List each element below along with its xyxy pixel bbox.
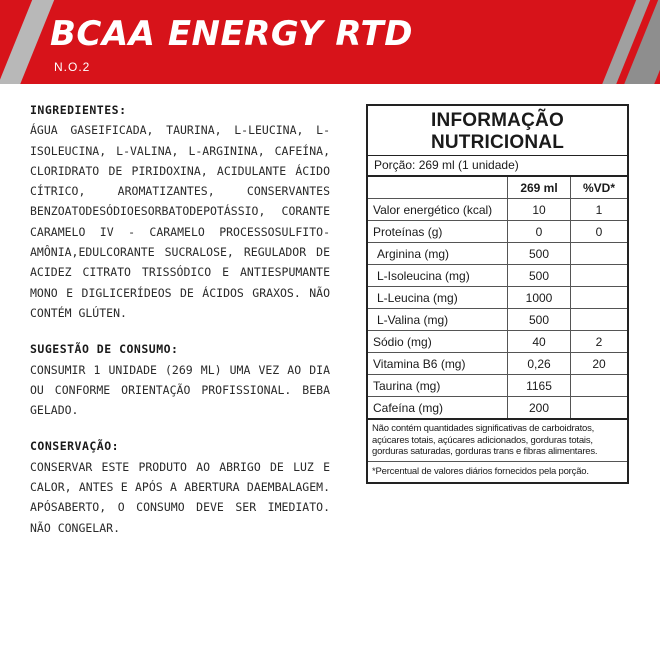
amount-column-header: 269 ml xyxy=(508,177,571,199)
nutrient-name: Arginina (mg) xyxy=(368,243,508,265)
nutrient-name: Cafeína (mg) xyxy=(368,397,508,419)
nutrient-amount: 500 xyxy=(508,243,571,265)
ingredients-section xyxy=(30,100,330,323)
nutrition-grid xyxy=(368,177,627,418)
nutrient-vd xyxy=(571,375,628,397)
conservation-section xyxy=(30,436,330,537)
table-row xyxy=(368,243,627,265)
header-empty-cell xyxy=(368,177,508,199)
nutrient-name: Vitamina B6 (mg) xyxy=(368,353,508,375)
ingredients-heading: INGREDIENTES: xyxy=(30,103,127,117)
nutrient-vd: 1 xyxy=(571,199,628,221)
brand-subtitle: N.O.2 xyxy=(54,60,91,74)
nutrient-name: L-Valina (mg) xyxy=(368,309,508,331)
nutrient-amount: 10 xyxy=(508,199,571,221)
nutrient-vd xyxy=(571,287,628,309)
nutrient-amount: 0 xyxy=(508,221,571,243)
nutrient-vd: 0 xyxy=(571,221,628,243)
nutrition-facts-table xyxy=(366,104,629,484)
table-header-row xyxy=(368,177,627,199)
nutrient-name: L-Isoleucina (mg) xyxy=(368,265,508,287)
nutrient-name: L-Leucina (mg) xyxy=(368,287,508,309)
nutrient-name: Sódio (mg) xyxy=(368,331,508,353)
nutrient-amount: 500 xyxy=(508,265,571,287)
nutrient-amount: 1000 xyxy=(508,287,571,309)
nutrient-vd xyxy=(571,397,628,419)
nutrient-amount: 0,26 xyxy=(508,353,571,375)
suggestion-section xyxy=(30,339,330,420)
nutrient-amount: 1165 xyxy=(508,375,571,397)
table-row xyxy=(368,221,627,243)
suggestion-text: CONSUMIR 1 UNIDADE (269 ML) UMA VEZ AO DIA OU CONFORME ORIENTAÇÃO PROFISSIONAL. BEBA GELADO. xyxy=(30,362,330,418)
table-row xyxy=(368,309,627,331)
nutrition-note: Não contém quantidades significativas de carboidratos, açúcares totais, açúcares adicionados, gorduras totais, gorduras saturadas, gorduras trans e fibras alimentares. xyxy=(368,418,627,461)
nutrient-vd: 20 xyxy=(571,353,628,375)
nutrient-amount: 40 xyxy=(508,331,571,353)
nutrient-vd: 2 xyxy=(571,331,628,353)
table-row xyxy=(368,331,627,353)
suggestion-heading: SUGESTÃO DE CONSUMO: xyxy=(30,342,179,357)
nutrient-name: Proteínas (g) xyxy=(368,221,508,243)
nutrient-vd xyxy=(571,309,628,331)
vd-column-header: %VD* xyxy=(571,177,628,199)
nutrient-name: Taurina (mg) xyxy=(368,375,508,397)
ingredients-text: ÁGUA GASEIFICADA, TAURINA, L-LEUCINA, L-ISOLEUCINA, L-VALINA, L-ARGININA, CAFEÍNA, CLORIDRATO DE PIRIDOXINA, ACIDULANTE ÁCIDO CÍTRICO, AROMATIZANTES, CONSERVANTES BENZOATODESÓDIOESORBATODEPOTÁSSIO, CORANTE CARAMELO IV - CARAMELO PROCESSOSULFITO-AMÔNIA,EDULCORANTE SUCRALOSE, REGULADOR DE ACIDEZ CITRATO TRISSÓDICO E ANTIESPUMANTE MONO E DIGLICERÍDEOS DE ÁCIDOS GRAXOS. NÃO CONTÉM GLÚTEN. xyxy=(30,123,330,320)
table-row xyxy=(368,353,627,375)
table-row xyxy=(368,287,627,309)
table-row xyxy=(368,397,627,419)
header-banner xyxy=(0,0,660,84)
nutrition-footnote: *Percentual de valores diários fornecidos pela porção. xyxy=(368,461,627,482)
nutrient-amount: 500 xyxy=(508,309,571,331)
portion-size: Porção: 269 ml (1 unidade) xyxy=(368,156,627,177)
nutrient-name: Valor energético (kcal) xyxy=(368,199,508,221)
nutrient-vd xyxy=(571,243,628,265)
product-title: BCAA ENERGY RTD xyxy=(50,14,413,54)
nutrition-title: INFORMAÇÃO NUTRICIONAL xyxy=(368,106,627,156)
conservation-text: CONSERVAR ESTE PRODUTO AO ABRIGO DE LUZ E CALOR, ANTES E APÓS A ABERTURA DAEMBALAGEM. APÓSABERTO, O CONSUMO DEVE SER IMEDIATO. NÃO CONGELAR. xyxy=(30,459,330,535)
table-row xyxy=(368,199,627,221)
table-row xyxy=(368,375,627,397)
nutrient-vd xyxy=(571,265,628,287)
label-text-column xyxy=(30,100,330,554)
nutrient-amount: 200 xyxy=(508,397,571,419)
conservation-heading: CONSERVAÇÃO: xyxy=(30,439,120,454)
table-row xyxy=(368,265,627,287)
